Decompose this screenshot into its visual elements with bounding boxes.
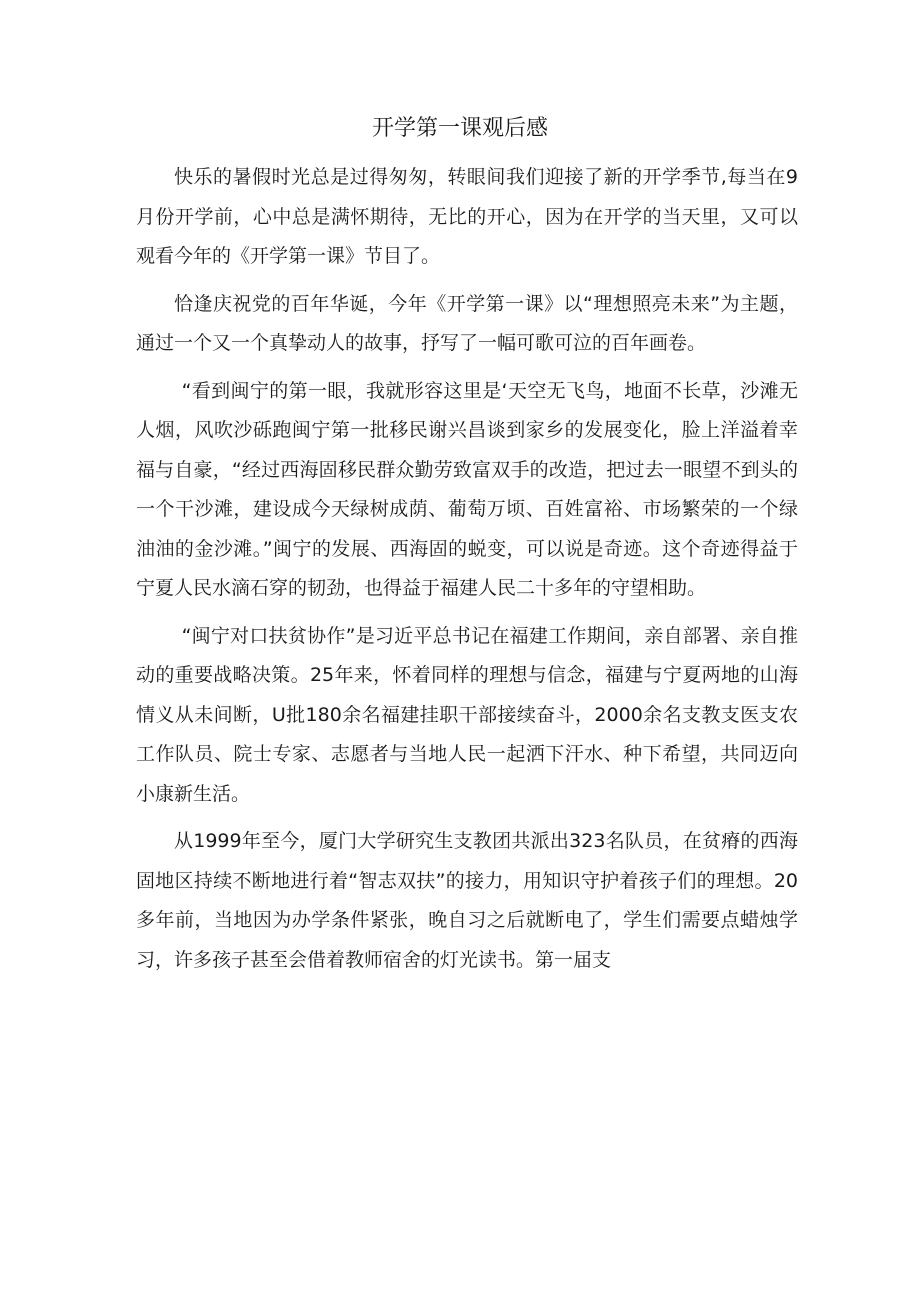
- paragraph-1: 快乐的暑假时光总是过得匆匆，转眼间我们迎接了新的开学季节,每当在9月份开学前，心中总是满怀期待，无比的开心，因为在开学的当天里，又可以观看今年的《开学第一课》节目了。: [136, 166, 798, 267]
- paragraph-5: 从1999年至今，厦门大学研究生支教团共派出323名队员，在贫瘠的西海固地区持续不断地进行着“智志双扶”的接力，用知识守护着孩子们的理想。20多年前，当地因为办学条件紧张，晚自习之后就断电了，学生们需要点蜡烛学习，许多孩子甚至会借着教师宿舍的灯光读书。第一届支: [136, 830, 798, 971]
- paragraph-3: “看到闽宁的第一眼，我就形容这里是‘天空无飞鸟，地面不长草，沙滩无人烟，风吹沙砾跑闽宁第一批移民谢兴昌谈到家乡的发展变化，脸上洋溢着幸福与自豪，“经过西海固移民群众勤劳致富双手的改造，把过去一眼望不到头的一个干沙滩，建设成今天绿树成荫、葡萄万顷、百姓富裕、市场繁荣的一个绿油油的金沙滩。”闽宁的发展、西海固的蜕变，可以说是奇迹。这个奇迹得益于宁夏人民水滴石穿的韧劲，也得益于福建人民二十多年的守望相助。: [136, 379, 798, 599]
- paragraph-4: “闽宁对口扶贫协作”是习近平总书记在福建工作期间，亲自部署、亲自推动的重要战略决策。25年来，怀着同样的理想与信念，福建与宁夏两地的山海情义从未间断，U批180余名福建挂职干部接续奋斗，2000余名支教支医支农工作队员、院士专家、志愿者与当地人民一起洒下汗水、种下希望，共同迈向小康新生活。: [136, 624, 798, 805]
- document-title: 开学第一课观后感: [371, 116, 548, 141]
- document-body: [136, 158, 798, 988]
- paragraph-2: 恰逢庆祝党的百年华诞，今年《开学第一课》以“理想照亮未来”为主题，通过一个又一个真挚动人的故事，抒写了一幅可歌可泣的百年画卷。: [136, 292, 798, 354]
